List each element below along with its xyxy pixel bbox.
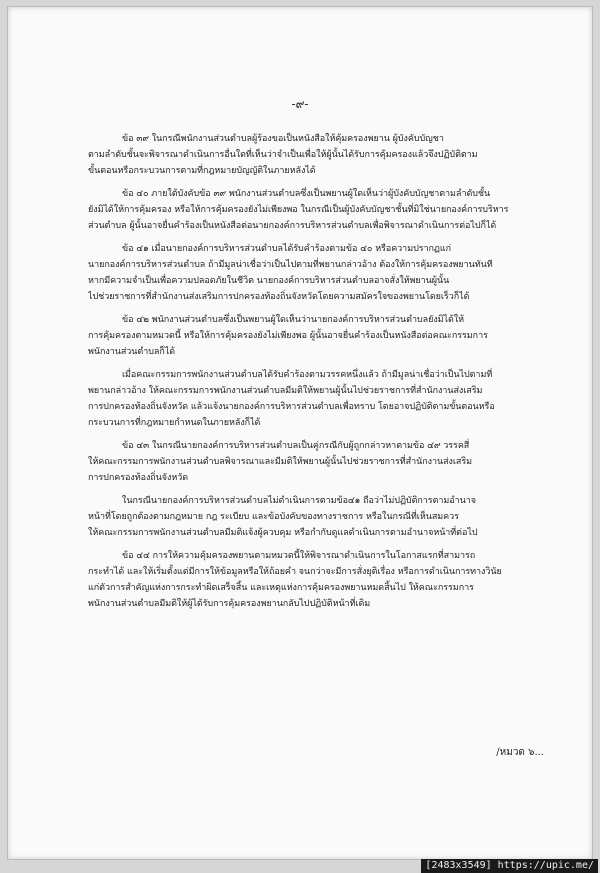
paragraph-line: ยังมิได้ให้การคุ้มครอง หรือให้การคุ้มครองยังไม่เพียงพอ ในกรณีเป็นผู้บังคับบัญชาชั้นที่มิใช่นายกองค์การบริหาร — [88, 205, 509, 215]
paragraph — [88, 367, 542, 431]
continuation-note: /หมวด ๖... — [496, 747, 544, 758]
paragraph — [88, 186, 542, 234]
paragraph — [88, 493, 542, 541]
paragraph-line: ให้คณะกรรมการพนักงานส่วนตำบลมีมติแจ้งผู้ควบคุม หรือกำกับดูแลดำเนินการตามอำนาจหน้าที่ต่อไป — [88, 528, 478, 538]
paragraph-line: ข้อ ๔๓ ในกรณีนายกองค์การบริหารส่วนตำบลเป็นคู่กรณีกับผู้ถูกกล่าวหาตามข้อ ๔๙ วรรคสี่ — [122, 441, 470, 451]
paragraph-line: กระทำได้ และให้เริ่มตั้งแต่มีการให้ข้อมูลหรือให้ถ้อยคำ จนกว่าจะมีการสั่งยุติเรื่อง หรือการดำเนินการทางวินัย — [88, 567, 502, 577]
paragraph — [88, 131, 542, 179]
paragraph-line: แก่ตัวการสำคัญแห่งการกระทำผิดเสร็จสิ้น และเหตุแห่งการคุ้มครองพยานหมดสิ้นไป ให้คณะกรรมการ — [88, 583, 474, 593]
paragraph-line: ไปช่วยราชการที่สำนักงานส่งเสริมการปกครองท้องถิ่นจังหวัดโดยความสมัครใจของพยานโดยเร็วก็ได้ — [88, 292, 470, 302]
paragraph — [88, 548, 542, 612]
upload-watermark: [2483x3549] https://upic.me/ — [421, 859, 598, 873]
paragraph-line: พยานกล่าวอ้าง ให้คณะกรรมการพนักงานส่วนตำบลมีมติให้พยานผู้นั้นไปช่วยราชการที่สำนักงานส่งเสริม — [88, 386, 483, 396]
paragraph-line: พนักงานส่วนตำบลมีมติให้ผู้ได้รับการคุ้มครองพยานกลับไปปฏิบัติหน้าที่เดิม — [88, 599, 371, 609]
paragraph-line: ข้อ ๔๑ เมื่อนายกองค์การบริหารส่วนตำบลได้รับคำร้องตามข้อ ๔๐ หรือความปรากฏแก่ — [122, 244, 452, 254]
paragraph-line: ขั้นตอนหรือกระบวนการตามที่กฎหมายบัญญัติในภายหลังได้ — [88, 166, 316, 176]
paragraph-line: การคุ้มครองตามหมวดนี้ หรือให้การคุ้มครองยังไม่เพียงพอ ผู้นั้นอาจยื่นคำร้องเป็นหนังสือต่อคณะกรรมการ — [88, 331, 488, 341]
paragraph-line: นายกองค์การบริหารส่วนตำบล ถ้ามีมูลน่าเชื่อว่าเป็นไปตามที่พยานกล่าวอ้าง ต้องให้การคุ้มครองพยานทันที — [88, 260, 493, 270]
paragraph-line: การปกครองท้องถิ่นจังหวัด — [88, 473, 189, 483]
paragraph — [88, 438, 542, 486]
document-page — [7, 6, 593, 860]
paragraph-line: ส่วนตำบล ผู้นั้นอาจยื่นคำร้องเป็นหนังสือต่อนายกองค์การบริหารส่วนตำบลเพื่อพิจารณาดำเนินการต่อไปก็ได้ — [88, 221, 497, 231]
paragraph-line: ในกรณีนายกองค์การบริหารส่วนตำบลไม่ดำเนินการตามข้อ๔๑ ถือว่าไม่ปฏิบัติการตามอำนาจ — [122, 496, 476, 506]
paragraph-line: หากมีความจำเป็นเพื่อความปลอดภัยในชีวิต นายกองค์การบริหารส่วนตำบลอาจสั่งให้พยานผู้นั้น — [88, 276, 450, 286]
paragraph-line: เมื่อคณะกรรมการพนักงานส่วนตำบลได้รับคำร้องตามวรรคหนึ่งแล้ว ถ้ามีมูลน่าเชื่อว่าเป็นไปตามที่ — [122, 370, 493, 380]
paragraph-line: กระบวนการที่กฎหมายกำหนดในภายหลังก็ได้ — [88, 418, 261, 428]
paragraph-line: การปกครองท้องถิ่นจังหวัด แล้วแจ้งนายกองค์การบริหารส่วนตำบลเพื่อทราบ โดยอาจปฏิบัติตามขั้นตอนหรือ — [88, 402, 495, 412]
paragraph — [88, 312, 542, 360]
paragraph-line: ข้อ ๔๔ การให้ความคุ้มครองพยานตามหมวดนี้ให้พิจารณาดำเนินการในโอกาสแรกที่สามารถ — [122, 551, 476, 561]
document-body — [88, 131, 542, 619]
paragraph-line: หน้าที่โดยถูกต้องตามกฎหมาย กฎ ระเบียบ และข้อบังคับของทางราชการ หรือในกรณีที่เห็นสมควร — [88, 512, 459, 522]
paragraph-line: ข้อ ๔๐ ภายใต้บังคับข้อ ๓๙ พนักงานส่วนตำบลซึ่งเป็นพยานผู้ใดเห็นว่าผู้บังคับบัญชาตามลำดับชั้น — [122, 189, 491, 199]
paragraph-line: ข้อ ๔๒ พนักงานส่วนตำบลซึ่งเป็นพยานผู้ใดเห็นว่านายกองค์การบริหารส่วนตำบลยังมิได้ให้ — [122, 315, 465, 325]
paragraph — [88, 241, 542, 305]
paragraph-line: ให้คณะกรรมการพนักงานส่วนตำบลพิจารณาและมีมติให้พยานผู้นั้นไปช่วยราชการที่สำนักงานส่งเสริม — [88, 457, 473, 467]
paragraph-line: ตามลำดับชั้นจะพิจารณาดำเนินการอื่นใดที่เห็นว่าจำเป็นเพื่อให้ผู้นั้นได้รับการคุ้มครองแล้วจึงปฏิบัติตาม — [88, 150, 478, 160]
paragraph-line: ข้อ ๓๙ ในกรณีพนักงานส่วนตำบลผู้ร้องขอเป็นหนังสือให้คุ้มครองพยาน ผู้บังคับบัญชา — [122, 134, 444, 144]
paragraph-line: พนักงานส่วนตำบลก็ได้ — [88, 347, 176, 357]
page-number: -๙- — [291, 97, 309, 111]
